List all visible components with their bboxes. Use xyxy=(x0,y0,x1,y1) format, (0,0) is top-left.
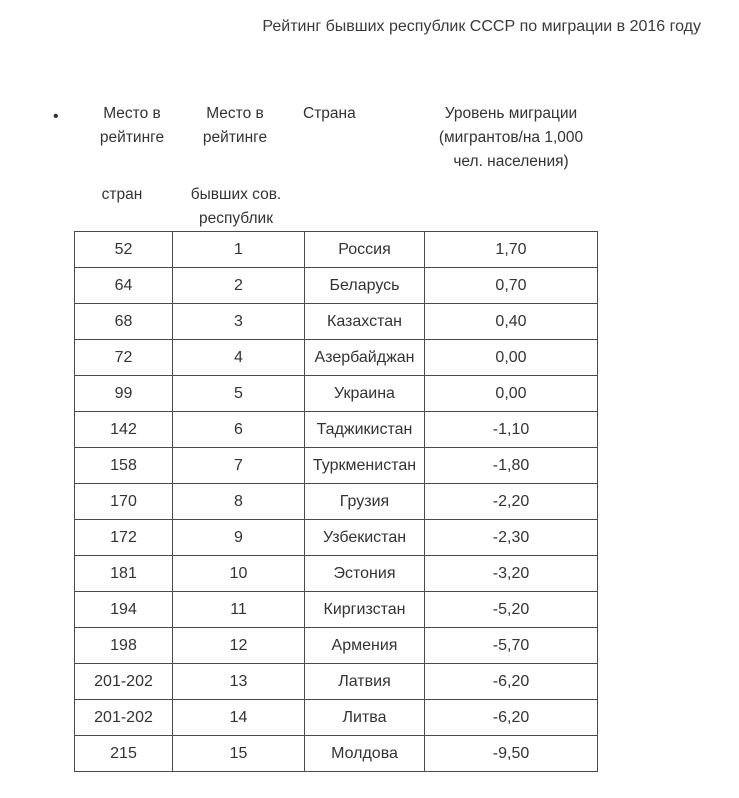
cell-country: Узбекистан xyxy=(305,520,425,556)
cell-country: Молдова xyxy=(305,736,425,772)
cell-country: Армения xyxy=(305,628,425,664)
cell-migration-level: 0,00 xyxy=(425,376,598,412)
cell-migration-level: -2,20 xyxy=(425,484,598,520)
cell-ussr-rank: 3 xyxy=(173,304,305,340)
cell-ussr-rank: 11 xyxy=(173,592,305,628)
cell-world-rank: 72 xyxy=(75,340,173,376)
table-row xyxy=(75,412,598,448)
table-row xyxy=(75,592,598,628)
cell-migration-level: -3,20 xyxy=(425,556,598,592)
cell-world-rank: 68 xyxy=(75,304,173,340)
cell-world-rank: 170 xyxy=(75,484,173,520)
header-ussr-rank: Место в рейтинге xyxy=(202,105,268,146)
cell-world-rank: 201-202 xyxy=(75,700,173,736)
table-row xyxy=(75,520,598,556)
table-row xyxy=(75,376,598,412)
cell-ussr-rank: 7 xyxy=(173,448,305,484)
table-row xyxy=(75,448,598,484)
header-ussr-rank-suffix: бывших сов. республик xyxy=(190,186,282,227)
table-row xyxy=(75,484,598,520)
table-row xyxy=(75,556,598,592)
table-row xyxy=(75,700,598,736)
cell-migration-level: 1,70 xyxy=(425,232,598,268)
cell-migration-level: -9,50 xyxy=(425,736,598,772)
cell-world-rank: 52 xyxy=(75,232,173,268)
header-country: Страна xyxy=(303,105,356,122)
cell-ussr-rank: 1 xyxy=(173,232,305,268)
cell-world-rank: 142 xyxy=(75,412,173,448)
cell-ussr-rank: 9 xyxy=(173,520,305,556)
cell-country: Грузия xyxy=(305,484,425,520)
cell-ussr-rank: 10 xyxy=(173,556,305,592)
cell-ussr-rank: 2 xyxy=(173,268,305,304)
table-row xyxy=(75,628,598,664)
cell-migration-level: -6,20 xyxy=(425,664,598,700)
cell-world-rank: 64 xyxy=(75,268,173,304)
cell-country: Украина xyxy=(305,376,425,412)
table-row xyxy=(75,304,598,340)
cell-migration-level: 0,00 xyxy=(425,340,598,376)
cell-world-rank: 198 xyxy=(75,628,173,664)
cell-ussr-rank: 8 xyxy=(173,484,305,520)
table-body xyxy=(75,232,598,772)
cell-country: Туркменистан xyxy=(305,448,425,484)
header-migration-level: Уровень миграции (мигрантов/на 1,000 чел. населения) xyxy=(438,105,584,170)
table-row xyxy=(75,736,598,772)
cell-migration-level: -5,20 xyxy=(425,592,598,628)
cell-ussr-rank: 5 xyxy=(173,376,305,412)
cell-country: Латвия xyxy=(305,664,425,700)
table-row xyxy=(75,268,598,304)
cell-country: Россия xyxy=(305,232,425,268)
table-row xyxy=(75,232,598,268)
cell-ussr-rank: 13 xyxy=(173,664,305,700)
cell-world-rank: 172 xyxy=(75,520,173,556)
cell-country: Эстония xyxy=(305,556,425,592)
cell-world-rank: 181 xyxy=(75,556,173,592)
cell-world-rank: 201-202 xyxy=(75,664,173,700)
cell-ussr-rank: 6 xyxy=(173,412,305,448)
cell-ussr-rank: 15 xyxy=(173,736,305,772)
cell-ussr-rank: 14 xyxy=(173,700,305,736)
header-world-rank: Место в рейтинге xyxy=(99,105,165,146)
header-world-rank-suffix: стран xyxy=(101,186,143,203)
cell-world-rank: 194 xyxy=(75,592,173,628)
cell-migration-level: -2,30 xyxy=(425,520,598,556)
cell-country: Литва xyxy=(305,700,425,736)
cell-world-rank: 99 xyxy=(75,376,173,412)
migration-table xyxy=(74,231,598,772)
cell-migration-level: -5,70 xyxy=(425,628,598,664)
cell-ussr-rank: 12 xyxy=(173,628,305,664)
cell-country: Таджикистан xyxy=(305,412,425,448)
list-bullet: • xyxy=(53,108,59,125)
table-row xyxy=(75,340,598,376)
cell-migration-level: -6,20 xyxy=(425,700,598,736)
page-title: Рейтинг бывших республик СССР по миграции в 2016 году xyxy=(262,18,701,35)
cell-country: Киргизстан xyxy=(305,592,425,628)
cell-country: Азербайджан xyxy=(305,340,425,376)
cell-ussr-rank: 4 xyxy=(173,340,305,376)
cell-world-rank: 215 xyxy=(75,736,173,772)
cell-migration-level: -1,80 xyxy=(425,448,598,484)
table-row xyxy=(75,664,598,700)
cell-country: Беларусь xyxy=(305,268,425,304)
cell-migration-level: -1,10 xyxy=(425,412,598,448)
cell-migration-level: 0,40 xyxy=(425,304,598,340)
cell-world-rank: 158 xyxy=(75,448,173,484)
cell-country: Казахстан xyxy=(305,304,425,340)
cell-migration-level: 0,70 xyxy=(425,268,598,304)
